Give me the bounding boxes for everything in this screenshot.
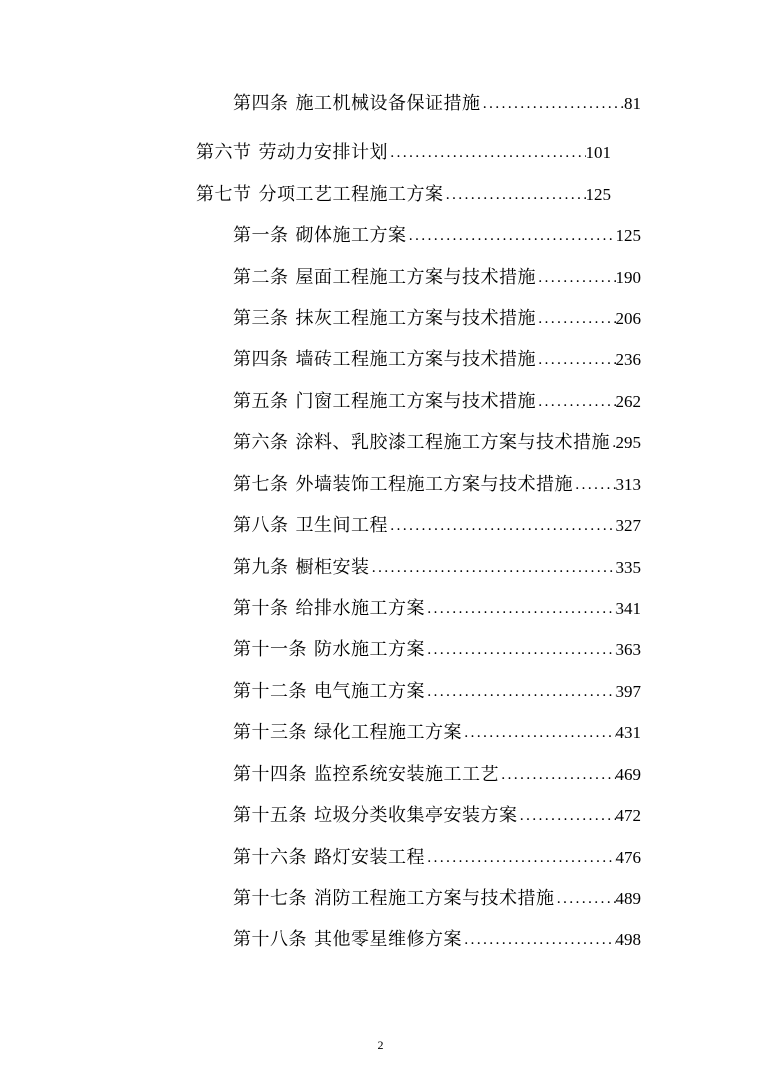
toc-entry[interactable]	[233, 592, 641, 620]
toc-entry-title	[233, 598, 425, 620]
toc-entry-label: 第十七条	[233, 888, 307, 909]
toc-entry-title	[233, 929, 462, 951]
toc-entry[interactable]	[233, 302, 641, 330]
toc-entry[interactable]	[233, 633, 641, 661]
toc-entry-label: 第十条	[233, 598, 289, 619]
toc-entry-title	[233, 515, 388, 537]
toc-entry-label: 第十五条	[233, 805, 307, 826]
toc-entry-title	[196, 142, 388, 164]
toc-entry-page: 476	[615, 848, 641, 867]
toc-entry-title	[233, 557, 370, 579]
page-number: 2	[377, 1038, 384, 1052]
toc-entry-title	[233, 805, 518, 827]
toc-entry[interactable]	[233, 551, 641, 579]
toc-entry-page: 469	[615, 765, 641, 784]
toc-entry-page: 101	[585, 143, 611, 162]
toc-entry-title	[233, 225, 407, 247]
toc-dot-leader	[555, 890, 616, 910]
toc-entry-text: 墙砖工程施工方案与技术措施	[295, 349, 536, 370]
toc-entry[interactable]	[233, 716, 641, 744]
toc-entry-label: 第十三条	[233, 722, 307, 743]
toc-entry[interactable]	[196, 136, 611, 164]
toc-entry[interactable]	[233, 799, 641, 827]
toc-entry-title	[233, 349, 536, 371]
toc-entry[interactable]	[233, 261, 641, 289]
toc-entry-label: 第八条	[233, 515, 289, 536]
toc-entry[interactable]	[233, 426, 641, 454]
toc-entry-page: 125	[585, 185, 611, 204]
toc-dot-leader	[425, 849, 616, 869]
toc-entry-page: 397	[615, 682, 641, 701]
toc-entry-page: 190	[615, 268, 641, 287]
toc-entry[interactable]	[233, 385, 641, 413]
toc-dot-leader	[425, 600, 616, 620]
toc-dot-leader	[444, 186, 586, 206]
toc-entry-text: 卫生间工程	[295, 515, 388, 536]
toc-entry-text: 给排水施工方案	[295, 598, 425, 619]
toc-dot-leader	[407, 227, 616, 247]
toc-entry-title	[233, 432, 610, 454]
toc-entry-label: 第十四条	[233, 764, 307, 785]
toc-entry[interactable]	[233, 841, 641, 869]
toc-entry-page: 327	[615, 516, 641, 535]
toc-dot-leader	[536, 310, 616, 330]
toc-entry-label: 第二条	[233, 267, 289, 288]
toc-entry[interactable]	[233, 758, 641, 786]
toc-entry-page: 472	[615, 806, 641, 825]
toc-entry-page: 335	[615, 558, 641, 577]
toc-entry-text: 屋面工程施工方案与技术措施	[295, 267, 536, 288]
toc-entry[interactable]	[233, 882, 641, 910]
toc-entry-label: 第四条	[233, 349, 289, 370]
toc-dot-leader	[536, 393, 616, 413]
toc-entry-page: 341	[615, 599, 641, 618]
toc-entry-label: 第十二条	[233, 681, 307, 702]
toc-entry[interactable]	[233, 675, 641, 703]
toc-dot-leader	[518, 807, 616, 827]
toc-dot-leader	[388, 144, 586, 164]
toc-dot-leader	[536, 351, 616, 371]
toc-entry-page: 431	[615, 723, 641, 742]
toc-entry-label: 第三条	[233, 308, 289, 329]
toc-entry-text: 抹灰工程施工方案与技术措施	[295, 308, 536, 329]
toc-entry-text: 劳动力安排计划	[258, 142, 388, 163]
toc-entry-page: 313	[615, 475, 641, 494]
toc-entry[interactable]	[233, 87, 641, 115]
toc-entry-page: 295	[615, 433, 641, 452]
toc-entry-title	[233, 474, 573, 496]
toc-entry-label: 第四条	[233, 93, 289, 114]
toc-entry[interactable]	[233, 219, 641, 247]
toc-entry-label: 第六节	[196, 142, 252, 163]
toc-entry-text: 消防工程施工方案与技术措施	[314, 888, 555, 909]
toc-entry[interactable]	[233, 509, 641, 537]
toc-entry-label: 第十八条	[233, 929, 307, 950]
toc-entry-title	[233, 308, 536, 330]
toc-entry-text: 涂料、乳胶漆工程施工方案与技术措施	[295, 432, 610, 453]
toc-entry[interactable]	[233, 468, 641, 496]
toc-entry-text: 橱柜安装	[295, 557, 370, 578]
toc-dot-leader	[536, 269, 616, 289]
toc-entry-page: 498	[615, 930, 641, 949]
toc-entry[interactable]	[233, 343, 641, 371]
toc-entry-title	[233, 93, 481, 115]
toc-entry-title	[233, 847, 425, 869]
toc-entry-page: 81	[624, 94, 641, 113]
toc-dot-leader	[388, 517, 616, 537]
toc-entry-title	[196, 184, 444, 206]
toc-entry-title	[233, 681, 425, 703]
toc-entry-label: 第一条	[233, 225, 289, 246]
toc-entry-page: 363	[615, 640, 641, 659]
toc-entry-text: 门窗工程施工方案与技术措施	[295, 391, 536, 412]
toc-entry-page: 489	[615, 889, 641, 908]
toc-entry-text: 施工机械设备保证措施	[295, 93, 481, 114]
toc-entry-label: 第五条	[233, 391, 289, 412]
toc-dot-leader	[481, 95, 625, 115]
toc-entry-text: 分项工艺工程施工方案	[258, 184, 444, 205]
toc-entry-text: 防水施工方案	[314, 639, 425, 660]
toc-entry-title	[233, 722, 462, 744]
toc-entry-page: 206	[615, 309, 641, 328]
toc-entry-text: 电气施工方案	[314, 681, 425, 702]
toc-entry[interactable]	[196, 178, 611, 206]
toc-entry-text: 垃圾分类收集亭安装方案	[314, 805, 518, 826]
toc-entry-page: 236	[615, 350, 641, 369]
toc-entry[interactable]	[233, 923, 641, 951]
toc-dot-leader	[462, 931, 616, 951]
toc-entry-text: 监控系统安装施工工艺	[314, 764, 499, 785]
toc-dot-leader	[425, 683, 616, 703]
toc-entry-label: 第六条	[233, 432, 289, 453]
toc-dot-leader	[425, 641, 616, 661]
toc-entry-text: 其他零星维修方案	[314, 929, 462, 950]
toc-entry-text: 砌体施工方案	[295, 225, 407, 246]
toc-entry-label: 第十六条	[233, 847, 307, 868]
toc-entry-text: 绿化工程施工方案	[314, 722, 462, 743]
toc-entry-page: 125	[615, 226, 641, 245]
toc-entry-page: 262	[615, 392, 641, 411]
toc-dot-leader	[573, 476, 616, 496]
toc-entry-title	[233, 267, 536, 289]
toc-dot-leader	[462, 724, 616, 744]
toc-entry-title	[233, 639, 425, 661]
toc-entry-label: 第十一条	[233, 639, 307, 660]
toc-dot-leader	[499, 766, 616, 786]
toc-entry-label: 第七条	[233, 474, 289, 495]
toc-entry-title	[233, 888, 555, 910]
toc-entry-text: 外墙装饰工程施工方案与技术措施	[295, 474, 573, 495]
toc-entry-label: 第九条	[233, 557, 289, 578]
toc-entry-label: 第七节	[196, 184, 252, 205]
toc-entry-title	[233, 764, 499, 786]
toc-entry-title	[233, 391, 536, 413]
toc-dot-leader	[370, 559, 616, 579]
toc-entry-text: 路灯安装工程	[314, 847, 425, 868]
